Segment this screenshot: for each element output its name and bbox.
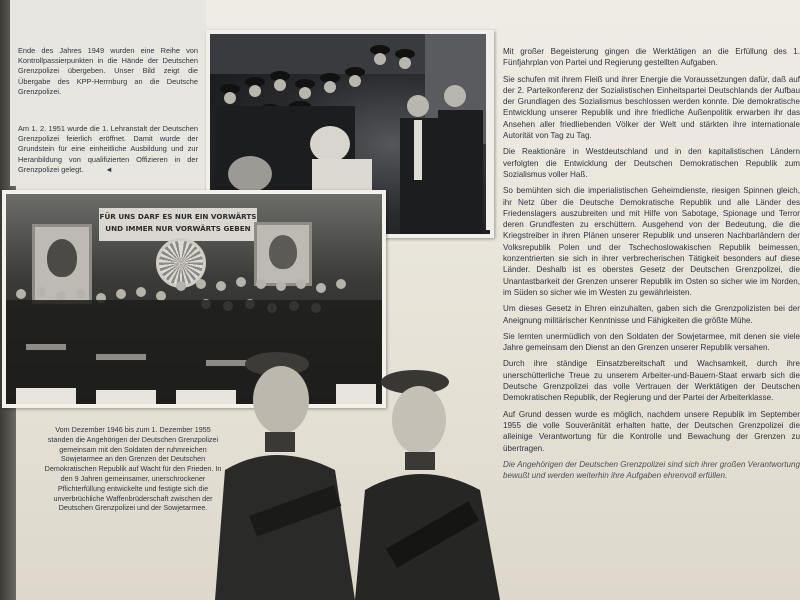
arrow-marker-icon: ◄ — [105, 164, 113, 174]
slogan-banner — [99, 208, 257, 241]
two-soldiers-illustration — [215, 330, 500, 600]
photo-soldiers — [215, 330, 500, 600]
article-paragraph: Sie lernten unermüdlich von den Soldaten der Sowjetarmee, mit denen sie viele Jahre gemeinsam den Dienst an den Grenzen unserer Republik versahen. — [503, 331, 800, 353]
article-paragraph: Sie schufen mit ihrem Fleiß und ihrer Energie die Voraussetzungen dafür, daß auf der 2. Parteikonferenz der Sozialistischen Einheitspartei Deutschlands der Aufbau der Grundlagen des Sozialismus beschlossen werden konnte. Die demokratische Entwicklung unserer Republik und ihre friedliche Außenpolitik erwarben ihr das Ansehen aller friedliebenden Völker der Welt und stärkten ihre internationale Autorität von Tag zu Tag. — [503, 74, 800, 141]
article-text — [503, 46, 800, 486]
banner-line-1: FÜR UNS DARF ES NUR EIN VORWÄRTS — [99, 212, 257, 221]
article-paragraph: Die Angehörigen der Deutschen Grenzpolizei sind sich ihrer großen Verantwortung bewußt und werden weiterhin ihre Aufgaben ehrenvoll erfüllen. — [503, 459, 800, 481]
caption-checkpoint-handover: Ende des Jahres 1949 wurden eine Reihe von Kontrollpassierpunkten in die Hände der Deutschen Grenzpolizei übergeben. Unser Bild zeigt die Übergabe des KPP-Herrnburg an die Deutsche Grenzpolizei. — [18, 46, 198, 96]
article-paragraph: So bemühten sich die imperialistischen Geheimdienste, riesigen Spinnen gleich, ihr Netz über die Deutsche Demokratische Republik und alle Länder des Friedenslagers auszubreiten und mit Hilfe von Sabotage, Spionage und Terror deren Grundfesten zu erschüttern. Ausgehend von der Bedeutung, die die Kriegstreiber in ihren Plänen unserer Republik und unseren Nachbarländern der Volksrepublik Polen und der Tschechoslowakischen Republik beimessen, konzentrierten sie sich in ihrer verbrecherischen Tätigkeit besonders auf diese Länder. Deshalb ist es oberstes Gesetz der Deutschen Grenzpolizei, die Unantastbarkeit der Grenzen unserer Republik im Osten so sicher wie im Norden, im Süden so sicher wie im Westen zu gewährleisten. — [503, 186, 800, 297]
article-paragraph: Mit großer Begeisterung gingen die Werktätigen an die Erfüllung des 1. Fünfjahrplan von Partei und Regierung gestellten Aufgaben. — [503, 47, 800, 68]
article-paragraph: Auf Grund dessen wurde es möglich, nachdem unsere Republik im September 1955 die volle Souveränität erhalten hatte, der Deutschen Grenzpolizei die alleinige Verantwortung für die Kontrolle und Bewachung der Grenzen zu übertragen. — [503, 409, 800, 453]
caption-training-school-text: Am 1. 2. 1951 wurde die 1. Lehranstalt der Deutschen Grenzpolizei feierlich eröffnet. Damit wurde der Grundstein für eine einheitliche Ausbildung und zur Heranbildung von qualifizierten Offizieren in der Grenzpolizei gelegt. — [18, 124, 198, 174]
article-paragraph: Um dieses Gesetz in Ehren einzuhalten, gaben sich die Grenzpolizisten bei der Aneignung militärischer Kenntnisse und Fähigkeiten die größte Mühe. — [503, 304, 800, 325]
article-paragraph: Durch ihre ständige Einsatzbereitschaft und Wachsamkeit, durch ihre unerschütterliche Treue zu unserem Arbeiter-und-Bauern-Staat erwarb sich die Deutsche Grenzpolizei das volle Vertrauen der Werktätigen der Deutschen Demokratischen Republik, der Regierung und der Partei der Arbeiterklasse. — [503, 359, 800, 403]
photo-border — [486, 30, 494, 230]
article-paragraph: Die Reaktionäre in Westdeutschland und in den kapitalistischen Ländern verfolgten die Entwicklung der Deutschen Demokratischen Republik zum Sozialismus voller Haß. — [503, 147, 800, 179]
banner-line-2: UND IMMER NUR VORWÄRTS GEBEN — [105, 224, 251, 233]
caption-training-school — [18, 124, 198, 175]
caption-brotherhood: Vom Dezember 1946 bis zum 1. Dezember 1955 standen die Angehörigen der Deutschen Grenzpolizei gemeinsam mit den Soldaten der ruhmreichen Sowjetarmee an den Grenzen der Deutschen Demokratischen Republik auf Wacht für den Frieden. In den 9 Jahren gemeinsamer, unerschrockener Pflichterfüllung entwickelte und festigte sich die unverbrüchliche Waffenbrüderschaft zwischen der Deutschen Grenzpolizei und der Sowjetarmee. — [44, 425, 222, 513]
